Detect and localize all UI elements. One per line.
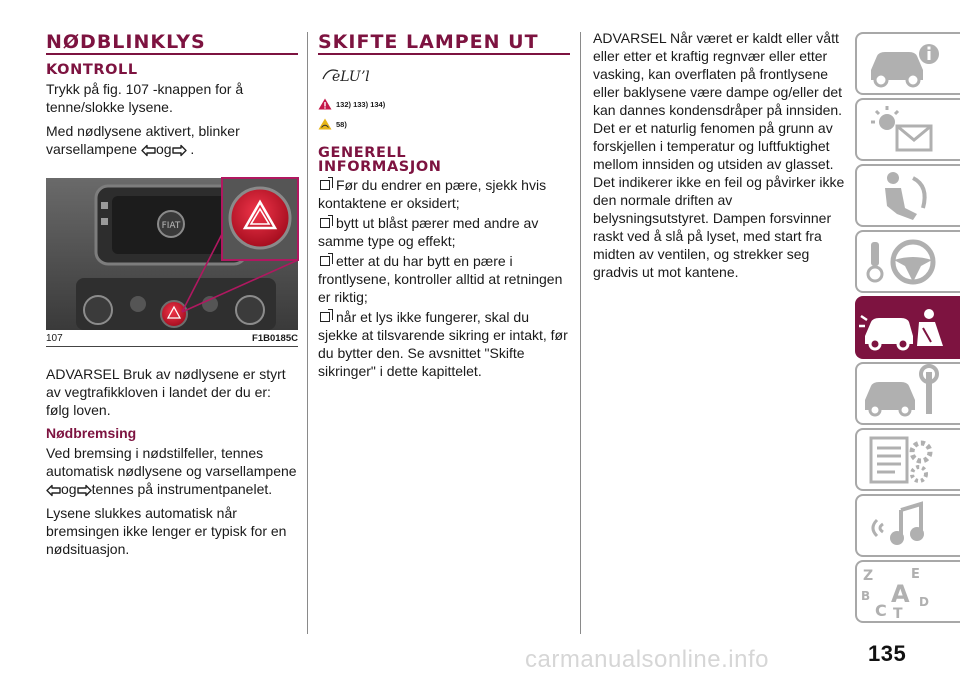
tab-in-an-emergency[interactable] <box>855 296 960 359</box>
checkbox-bullet-icon <box>320 312 330 322</box>
figure-number: 107 <box>46 333 63 344</box>
technical-data-icon <box>857 430 947 488</box>
tab-technical-data[interactable] <box>855 428 960 491</box>
right-column <box>593 32 845 281</box>
tab-starting-driving[interactable] <box>855 230 960 293</box>
warning-traffic-law: ADVARSEL Bruk av nødlysene er styrt av vegtrafikkloven i landet der du er: følg loven. <box>46 366 286 418</box>
page-number: 135 <box>868 641 907 666</box>
warning-references-red: 132) 133) 134) <box>318 98 570 110</box>
tab-maintenance[interactable] <box>855 362 960 425</box>
caution-triangle-icon <box>318 118 332 130</box>
car-info-icon <box>857 34 947 92</box>
paragraph-press-button: Trykk på fig. 107 -knappen for å tenne/slokke lysene. <box>46 81 244 115</box>
list-item: bytt ut blåst pærer med andre av samme type og effekt; <box>318 215 539 249</box>
steering-wheel-icon <box>857 232 947 290</box>
safety-seat-icon <box>857 166 947 224</box>
eco-bulb-icon <box>320 61 370 85</box>
warning-references-yellow: 58) <box>318 118 570 130</box>
list-item: Før du endrer en pære, sjekk hvis kontaktene er oksidert; <box>318 177 547 211</box>
middle-column <box>318 32 570 380</box>
tab-multimedia[interactable] <box>855 494 960 557</box>
checkbox-bullet-icon <box>320 218 330 228</box>
watermark: carmanualsonline.info <box>525 646 769 673</box>
turn-left-icon <box>141 144 156 157</box>
tab-safety[interactable] <box>855 164 960 227</box>
multimedia-icon <box>857 496 947 554</box>
emergency-icon <box>857 298 947 356</box>
figure-code: F1B0185C <box>252 333 298 344</box>
column-divider-1 <box>307 32 308 634</box>
paragraph-warning-lamps: Med nødlysene aktivert, blinker varsellampene og . <box>46 123 240 157</box>
figure-caption <box>46 333 298 347</box>
paragraph-emergency-braking: Ved bremsing i nødstilfeller, tennes automatisk nødlysene og varsellampene og tennes på instrumentpanelet. <box>46 445 297 497</box>
danger-triangle-icon <box>318 98 332 110</box>
warning-lights-icon <box>857 100 947 158</box>
left-column <box>46 32 298 558</box>
turn-right-icon <box>77 484 92 497</box>
index-letter-z: Z <box>863 568 874 584</box>
list-item: etter at du har bytt en pære i frontlysene, kontroller alltid at retningen er riktig; <box>318 253 563 305</box>
turn-left-icon <box>46 484 61 497</box>
list-item: når et lys ikke fungerer, skal du sjekke at tilsvarende sikring er intakt, før du bytter den. Se avsnittet "Skifte sikringer" i dette kapittelet. <box>318 309 568 379</box>
index-letter-e: E <box>911 567 920 582</box>
tab-index[interactable] <box>855 560 960 623</box>
index-letter-d: D <box>919 595 929 609</box>
subsection-title-general-info: GENERELL INFORMASJON <box>318 145 442 175</box>
subheading-emergency-braking: Nødbremsing <box>46 425 137 441</box>
paragraph-lights-off: Lysene slukkes automatisk når bremsingen ikke lenger er typisk for en nødsituasjon. <box>46 505 287 557</box>
section-title-replace-bulb: SKIFTE LAMPEN UT <box>318 32 570 55</box>
index-letter-t: T <box>893 606 903 622</box>
figure-hazard-button <box>46 178 298 330</box>
index-letter-a: A <box>891 580 910 608</box>
subsection-title-control: KONTROLL <box>46 62 138 78</box>
tab-car-info[interactable] <box>855 32 960 95</box>
turn-right-icon <box>172 144 187 157</box>
index-letters-icon <box>857 562 947 620</box>
dashboard-illustration <box>46 178 298 330</box>
index-letter-c: C <box>875 601 887 620</box>
maintenance-icon <box>857 364 947 422</box>
checkbox-bullet-icon <box>320 180 330 190</box>
column-divider-2 <box>580 32 581 634</box>
checkbox-bullet-icon <box>320 256 330 266</box>
bullet-list <box>318 176 570 380</box>
tab-warning-lights[interactable] <box>855 98 960 161</box>
index-letter-b: B <box>861 589 871 603</box>
warning-condensation: ADVARSEL Når været er kaldt eller vått eller etter et kraftig regnvær eller etter vasking, kan overflaten på frontlysene eller baklysene være dampe og/eller det kan dannes kondensdråper på innsiden. Det er et naturlig fenomen på grunn av forskjellen i temperatur og luftfuktighet mellom innsiden og utsiden av glasset. Det indikerer ikke en feil og påvirker ikke den normale driften av belysningsutstyret. Dampen forsvinner raskt ved å slå på lyset, med start fra midten av ventilen, og strekker seg gradvis ut mot kantene. <box>593 30 845 280</box>
svg-text:eLUʼl: eLUʼl <box>332 69 370 85</box>
section-title-hazard-lights: NØDBLINKLYS <box>46 32 298 55</box>
svg-text:FIAT: FIAT <box>161 221 181 231</box>
